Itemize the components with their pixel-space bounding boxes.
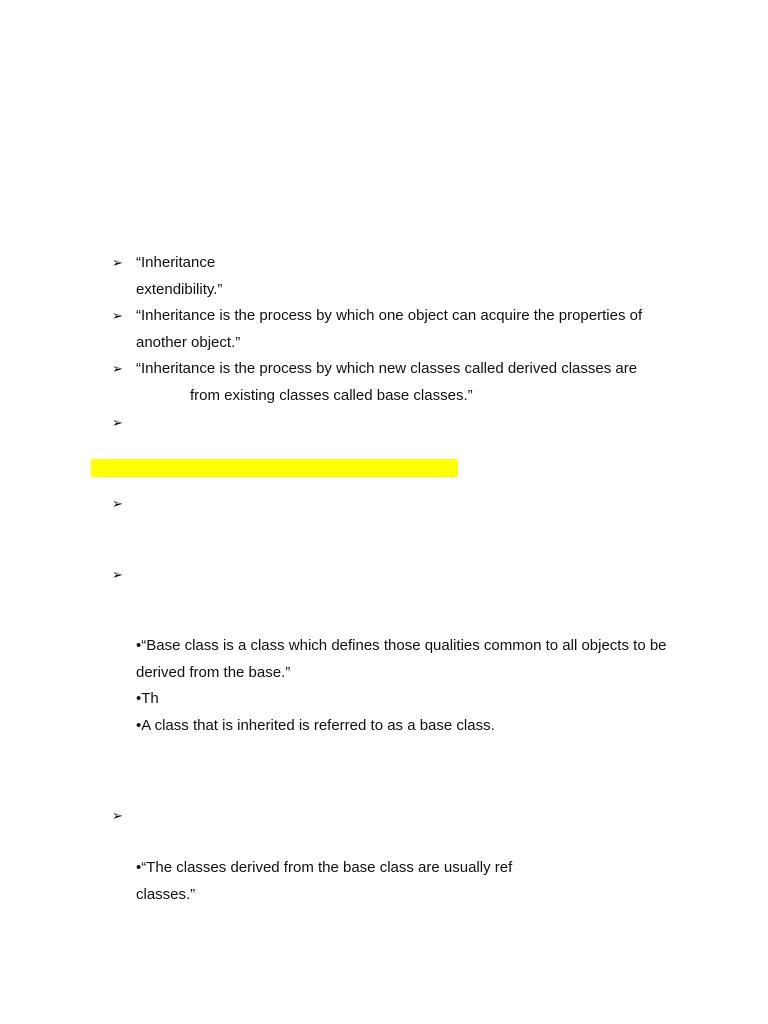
arrow-bullet-icon: ➢	[112, 361, 123, 376]
definition-1-line-1: “Inheritance	[136, 254, 216, 271]
base-class-line-1: •“Base class is a class which defines those qualities common to all objects to be	[136, 637, 667, 654]
definition-2-line-1: “Inheritance is the process by which one object can acquire the properties of	[136, 307, 643, 324]
arrow-bullet-icon: ➢	[112, 567, 123, 582]
base-class-line-4: •A class that is inherited is referred to as a base class.	[136, 717, 495, 734]
arrow-bullet-icon: ➢	[112, 415, 123, 430]
base-class-line-2: derived from the base.”	[136, 664, 291, 681]
definition-3-line-1: “Inheritance is the process by which new classes called derived classes are	[136, 360, 638, 377]
definition-2-line-2: another object.”	[136, 334, 241, 351]
arrow-bullet-icon: ➢	[112, 496, 123, 511]
highlight-bar	[91, 459, 458, 477]
base-class-line-3: •Th	[136, 690, 159, 707]
definition-3-line-2: from existing classes called base classes.”	[190, 387, 473, 404]
definition-1-line-2: extendibility.”	[136, 281, 223, 298]
arrow-bullet-icon: ➢	[112, 255, 123, 270]
arrow-bullet-icon: ➢	[112, 808, 123, 823]
derived-class-line-2: classes.”	[136, 886, 196, 903]
derived-class-line-1: •“The classes derived from the base class are usually ref	[136, 859, 513, 876]
arrow-bullet-icon: ➢	[112, 308, 123, 323]
